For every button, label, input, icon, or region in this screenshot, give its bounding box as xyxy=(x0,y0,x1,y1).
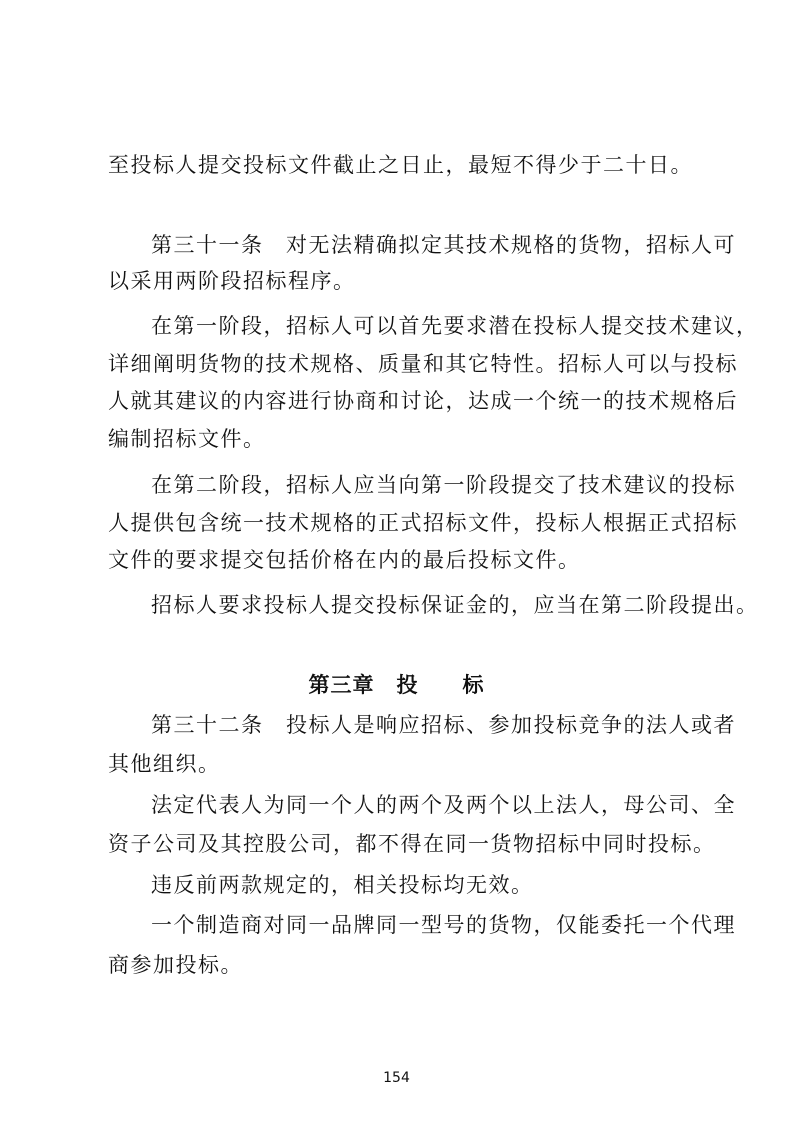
text-line: 在第二阶段，招标人应当向第一阶段提交了技术建议的投标 xyxy=(151,473,736,497)
text-line: 以采用两阶段招标程序。 xyxy=(108,269,356,293)
text-line: 至投标人提交投标文件截止之日止，最短不得少于二十日。 xyxy=(108,153,693,177)
text-line: 在第一阶段，招标人可以首先要求潜在投标人提交技术建议， xyxy=(151,314,759,338)
text-line: 违反前两款规定的，相关投标均无效。 xyxy=(151,873,534,897)
text-line: 其他组织。 xyxy=(108,752,221,776)
text-line: 人提供包含统一技术规格的正式招标文件，投标人根据正式招标 xyxy=(108,511,738,535)
article-32-line-1: 第三十二条 投标人是响应招标、参加投标竞争的法人或者 xyxy=(151,713,736,737)
text-line: 人就其建议的内容进行协商和讨论，达成一个统一的技术规格后 xyxy=(108,389,738,413)
text-line: 招标人要求投标人提交投标保证金的，应当在第二阶段提出。 xyxy=(151,593,759,617)
text-line: 商参加投标。 xyxy=(108,953,243,977)
text-line: 一个制造商对同一品牌同一型号的货物，仅能委托一个代理 xyxy=(151,913,736,937)
text-line: 文件的要求提交包括价格在内的最后投标文件。 xyxy=(108,548,581,572)
article-31-line-1: 第三十一条 对无法精确拟定其技术规格的货物，招标人可 xyxy=(151,233,736,257)
page-number: 154 xyxy=(383,1070,410,1086)
text-line: 法定代表人为同一个人的两个及两个以上法人，母公司、全 xyxy=(151,793,736,817)
text-line: 编制招标文件。 xyxy=(108,427,266,451)
chapter-heading: 第三章 投 标 xyxy=(308,673,485,697)
text-line: 资子公司及其控股公司，都不得在同一货物招标中同时投标。 xyxy=(108,832,716,856)
text-line: 详细阐明货物的技术规格、质量和其它特性。招标人可以与投标 xyxy=(108,352,738,376)
